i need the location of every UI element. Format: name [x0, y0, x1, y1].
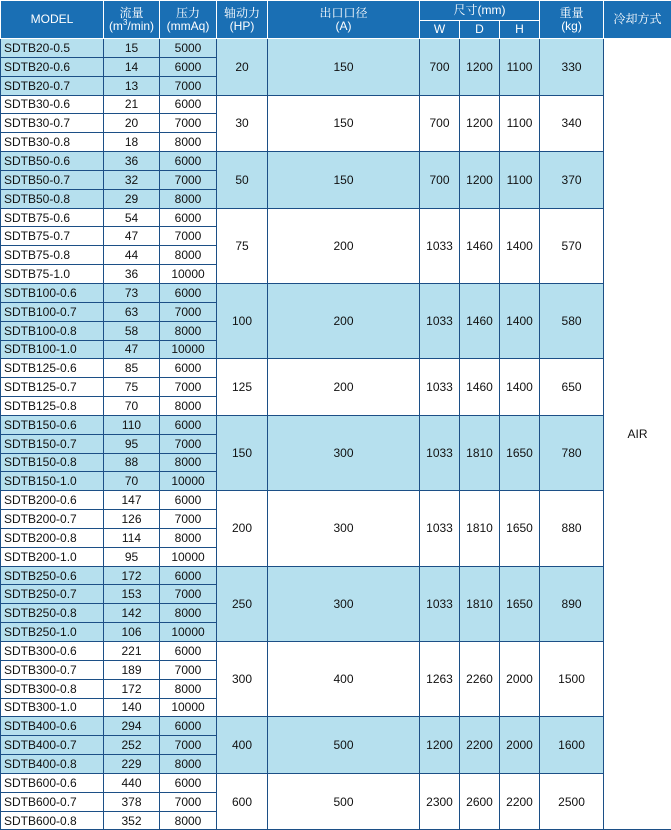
- dim-w-cell: 1263: [420, 642, 460, 717]
- flow-cell: 47: [104, 227, 160, 246]
- outlet-cell: 150: [268, 152, 420, 209]
- dim-h-cell: 1100: [500, 95, 540, 152]
- model-cell: SDTB600-0.8: [1, 811, 104, 830]
- weight-cell: 2500: [540, 773, 604, 830]
- model-cell: SDTB50-0.7: [1, 170, 104, 189]
- table-row: [1, 415, 671, 434]
- power-cell: 300: [217, 642, 268, 717]
- outlet-cell: 200: [268, 208, 420, 283]
- flow-cell: 54: [104, 208, 160, 227]
- dim-h-cell: 1400: [500, 359, 540, 416]
- pressure-cell: 7000: [160, 660, 217, 679]
- dim-w-cell: 1033: [420, 283, 460, 358]
- power-cell: 250: [217, 566, 268, 641]
- pressure-cell: 8000: [160, 453, 217, 472]
- table-row: [1, 491, 671, 510]
- flow-cell: 106: [104, 623, 160, 642]
- table-row: [1, 208, 671, 227]
- power-cell: 20: [217, 39, 268, 96]
- table-row: [1, 39, 671, 58]
- pressure-cell: 6000: [160, 95, 217, 114]
- weight-cell: 370: [540, 152, 604, 209]
- pressure-cell: 10000: [160, 623, 217, 642]
- flow-cell: 352: [104, 811, 160, 830]
- model-cell: SDTB100-0.7: [1, 302, 104, 321]
- power-cell: 200: [217, 491, 268, 566]
- model-cell: SDTB125-0.6: [1, 359, 104, 378]
- power-cell: 75: [217, 208, 268, 283]
- flow-cell: 36: [104, 152, 160, 171]
- pressure-cell: 8000: [160, 604, 217, 623]
- flow-cell: 29: [104, 189, 160, 208]
- model-cell: SDTB30-0.8: [1, 133, 104, 152]
- pressure-cell: 6000: [160, 566, 217, 585]
- pressure-cell: 6000: [160, 717, 217, 736]
- power-cell: 600: [217, 773, 268, 830]
- dim-w-cell: 1033: [420, 491, 460, 566]
- model-cell: SDTB200-0.7: [1, 510, 104, 529]
- dim-w-cell: 1033: [420, 415, 460, 490]
- dim-h-cell: 1650: [500, 491, 540, 566]
- header-model: MODEL: [1, 1, 104, 39]
- power-cell: 400: [217, 717, 268, 774]
- table-row: [1, 642, 671, 661]
- weight-cell: 570: [540, 208, 604, 283]
- weight-cell: 330: [540, 39, 604, 96]
- pressure-cell: 10000: [160, 698, 217, 717]
- header-flow-title: 流量: [119, 5, 144, 20]
- flow-cell: 63: [104, 302, 160, 321]
- table-row: [1, 359, 671, 378]
- model-cell: SDTB400-0.6: [1, 717, 104, 736]
- power-cell: 50: [217, 152, 268, 209]
- header-outlet: [268, 1, 420, 39]
- flow-cell: 252: [104, 736, 160, 755]
- dim-h-cell: 1400: [500, 283, 540, 358]
- dim-h-cell: 1100: [500, 39, 540, 96]
- outlet-cell: 300: [268, 491, 420, 566]
- outlet-cell: 400: [268, 642, 420, 717]
- header-weight-unit: (kg): [561, 18, 582, 33]
- model-cell: SDTB20-0.6: [1, 57, 104, 76]
- dim-w-cell: 2300: [420, 773, 460, 830]
- dim-h-cell: 2200: [500, 773, 540, 830]
- pressure-cell: 7000: [160, 114, 217, 133]
- weight-cell: 580: [540, 283, 604, 358]
- pressure-cell: 6000: [160, 283, 217, 302]
- flow-cell: 126: [104, 510, 160, 529]
- header-power-unit: (HP): [229, 18, 255, 33]
- outlet-cell: 200: [268, 359, 420, 416]
- outlet-cell: 150: [268, 95, 420, 152]
- outlet-cell: 500: [268, 773, 420, 830]
- pressure-cell: 10000: [160, 547, 217, 566]
- pressure-cell: 7000: [160, 434, 217, 453]
- cooling-cell: AIR: [604, 39, 671, 830]
- header-outlet-title: 出口口径: [319, 5, 368, 20]
- header-row: [1, 1, 671, 21]
- pressure-cell: 6000: [160, 642, 217, 661]
- flow-cell: 95: [104, 547, 160, 566]
- flow-cell: 73: [104, 283, 160, 302]
- model-cell: SDTB300-0.8: [1, 679, 104, 698]
- model-cell: SDTB250-0.7: [1, 585, 104, 604]
- model-cell: SDTB400-0.8: [1, 755, 104, 774]
- header-outlet-unit: (A): [335, 18, 352, 33]
- flow-cell: 21: [104, 95, 160, 114]
- flow-cell: 229: [104, 755, 160, 774]
- table-body: [1, 39, 671, 830]
- flow-cell: 44: [104, 246, 160, 265]
- table-row: [1, 152, 671, 171]
- weight-cell: 890: [540, 566, 604, 641]
- pressure-cell: 6000: [160, 773, 217, 792]
- flow-cell: 32: [104, 170, 160, 189]
- header-pressure-title: 压力: [175, 5, 200, 20]
- dim-d-cell: 1810: [460, 415, 500, 490]
- model-cell: SDTB30-0.6: [1, 95, 104, 114]
- weight-cell: 650: [540, 359, 604, 416]
- header-pressure-unit: (mmAq): [166, 18, 210, 33]
- model-cell: SDTB50-0.6: [1, 152, 104, 171]
- model-cell: SDTB125-0.7: [1, 378, 104, 397]
- model-cell: SDTB75-1.0: [1, 265, 104, 284]
- pressure-cell: 8000: [160, 755, 217, 774]
- model-cell: SDTB200-0.6: [1, 491, 104, 510]
- flow-cell: 110: [104, 415, 160, 434]
- dim-d-cell: 1810: [460, 491, 500, 566]
- pressure-cell: 6000: [160, 359, 217, 378]
- flow-cell: 47: [104, 340, 160, 359]
- pressure-cell: 8000: [160, 133, 217, 152]
- dim-w-cell: 1200: [420, 717, 460, 774]
- header-power: [217, 1, 268, 39]
- header-weight-title: 重量: [559, 5, 584, 20]
- pressure-cell: 7000: [160, 585, 217, 604]
- pressure-cell: 6000: [160, 57, 217, 76]
- outlet-cell: 200: [268, 283, 420, 358]
- dim-d-cell: 1200: [460, 39, 500, 96]
- flow-cell: 85: [104, 359, 160, 378]
- model-cell: SDTB100-1.0: [1, 340, 104, 359]
- model-cell: SDTB125-0.8: [1, 397, 104, 416]
- model-cell: SDTB250-0.8: [1, 604, 104, 623]
- header-flow-unit-post: /min): [127, 18, 155, 33]
- dim-d-cell: 1810: [460, 566, 500, 641]
- flow-cell: 70: [104, 472, 160, 491]
- pressure-cell: 7000: [160, 227, 217, 246]
- header-weight: [540, 1, 604, 39]
- dim-d-cell: 1460: [460, 208, 500, 283]
- pressure-cell: 8000: [160, 679, 217, 698]
- pressure-cell: 6000: [160, 491, 217, 510]
- weight-cell: 340: [540, 95, 604, 152]
- header-power-title: 轴动力: [223, 5, 260, 20]
- pressure-cell: 8000: [160, 397, 217, 416]
- flow-cell: 95: [104, 434, 160, 453]
- dim-w-cell: 700: [420, 152, 460, 209]
- model-cell: SDTB600-0.7: [1, 792, 104, 811]
- outlet-cell: 150: [268, 39, 420, 96]
- pressure-cell: 10000: [160, 340, 217, 359]
- dim-d-cell: 2260: [460, 642, 500, 717]
- weight-cell: 780: [540, 415, 604, 490]
- outlet-cell: 300: [268, 566, 420, 641]
- model-cell: SDTB300-1.0: [1, 698, 104, 717]
- pressure-cell: 10000: [160, 472, 217, 491]
- dim-h-cell: 1650: [500, 415, 540, 490]
- header-dim-w: W: [420, 21, 460, 39]
- model-cell: SDTB300-0.6: [1, 642, 104, 661]
- model-cell: SDTB200-0.8: [1, 528, 104, 547]
- model-cell: SDTB150-1.0: [1, 472, 104, 491]
- dim-d-cell: 2600: [460, 773, 500, 830]
- flow-cell: 70: [104, 397, 160, 416]
- header-dim-d: D: [460, 21, 500, 39]
- dim-d-cell: 2200: [460, 717, 500, 774]
- model-cell: SDTB75-0.6: [1, 208, 104, 227]
- weight-cell: 1600: [540, 717, 604, 774]
- table-row: [1, 717, 671, 736]
- model-cell: SDTB300-0.7: [1, 660, 104, 679]
- pressure-cell: 7000: [160, 170, 217, 189]
- flow-cell: 221: [104, 642, 160, 661]
- model-cell: SDTB250-1.0: [1, 623, 104, 642]
- dim-w-cell: 700: [420, 95, 460, 152]
- power-cell: 150: [217, 415, 268, 490]
- flow-cell: 378: [104, 792, 160, 811]
- model-cell: SDTB20-0.5: [1, 39, 104, 58]
- model-cell: SDTB50-0.8: [1, 189, 104, 208]
- pressure-cell: 5000: [160, 39, 217, 58]
- pressure-cell: 6000: [160, 415, 217, 434]
- flow-cell: 75: [104, 378, 160, 397]
- flow-cell: 13: [104, 76, 160, 95]
- flow-cell: 114: [104, 528, 160, 547]
- flow-cell: 18: [104, 133, 160, 152]
- outlet-cell: 300: [268, 415, 420, 490]
- flow-cell: 140: [104, 698, 160, 717]
- pressure-cell: 8000: [160, 246, 217, 265]
- dim-d-cell: 1460: [460, 359, 500, 416]
- flow-cell: 153: [104, 585, 160, 604]
- flow-cell: 142: [104, 604, 160, 623]
- header-flow: [104, 1, 160, 39]
- pressure-cell: 7000: [160, 302, 217, 321]
- flow-cell: 14: [104, 57, 160, 76]
- model-cell: SDTB600-0.6: [1, 773, 104, 792]
- flow-cell: 15: [104, 39, 160, 58]
- flow-cell: 440: [104, 773, 160, 792]
- flow-cell: 172: [104, 566, 160, 585]
- pressure-cell: 8000: [160, 528, 217, 547]
- pressure-cell: 7000: [160, 792, 217, 811]
- flow-cell: 189: [104, 660, 160, 679]
- pressure-cell: 7000: [160, 736, 217, 755]
- dim-h-cell: 1100: [500, 152, 540, 209]
- dim-w-cell: 700: [420, 39, 460, 96]
- model-cell: SDTB20-0.7: [1, 76, 104, 95]
- power-cell: 100: [217, 283, 268, 358]
- header-flow-unit-pre: (m: [108, 18, 123, 33]
- pressure-cell: 6000: [160, 208, 217, 227]
- model-cell: SDTB100-0.6: [1, 283, 104, 302]
- model-cell: SDTB30-0.7: [1, 114, 104, 133]
- dim-h-cell: 1400: [500, 208, 540, 283]
- pressure-cell: 8000: [160, 189, 217, 208]
- model-cell: SDTB100-0.8: [1, 321, 104, 340]
- flow-cell: 147: [104, 491, 160, 510]
- pressure-cell: 7000: [160, 510, 217, 529]
- dim-w-cell: 1033: [420, 566, 460, 641]
- model-cell: SDTB75-0.8: [1, 246, 104, 265]
- outlet-cell: 500: [268, 717, 420, 774]
- flow-cell: 36: [104, 265, 160, 284]
- flow-cell: 20: [104, 114, 160, 133]
- model-cell: SDTB75-0.7: [1, 227, 104, 246]
- weight-cell: 880: [540, 491, 604, 566]
- pressure-cell: 10000: [160, 265, 217, 284]
- pressure-cell: 8000: [160, 321, 217, 340]
- table-row: [1, 566, 671, 585]
- flow-cell: 58: [104, 321, 160, 340]
- model-cell: SDTB150-0.7: [1, 434, 104, 453]
- model-cell: SDTB150-0.6: [1, 415, 104, 434]
- header-flow-unit-sup: 3: [122, 17, 128, 27]
- model-cell: SDTB200-1.0: [1, 547, 104, 566]
- table-header: [1, 1, 671, 39]
- header-flow-unit: [104, 17, 159, 33]
- pressure-cell: 7000: [160, 76, 217, 95]
- table-row: [1, 283, 671, 302]
- pressure-cell: 7000: [160, 378, 217, 397]
- dim-d-cell: 1200: [460, 95, 500, 152]
- flow-cell: 88: [104, 453, 160, 472]
- header-dimensions: 尺寸(mm): [420, 1, 540, 21]
- model-cell: SDTB400-0.7: [1, 736, 104, 755]
- header-cooling: 冷却方式: [604, 1, 671, 39]
- weight-cell: 1500: [540, 642, 604, 717]
- pressure-cell: 6000: [160, 152, 217, 171]
- dim-h-cell: 2000: [500, 642, 540, 717]
- dim-d-cell: 1460: [460, 283, 500, 358]
- header-dim-h: H: [500, 21, 540, 39]
- table-row: [1, 773, 671, 792]
- model-cell: SDTB250-0.6: [1, 566, 104, 585]
- dim-w-cell: 1033: [420, 359, 460, 416]
- power-cell: 30: [217, 95, 268, 152]
- flow-cell: 172: [104, 679, 160, 698]
- dim-h-cell: 2000: [500, 717, 540, 774]
- flow-cell: 294: [104, 717, 160, 736]
- dim-d-cell: 1200: [460, 152, 500, 209]
- pressure-cell: 8000: [160, 811, 217, 830]
- table-row: [1, 95, 671, 114]
- power-cell: 125: [217, 359, 268, 416]
- dim-h-cell: 1650: [500, 566, 540, 641]
- model-cell: SDTB150-0.8: [1, 453, 104, 472]
- dim-w-cell: 1033: [420, 208, 460, 283]
- header-pressure: [160, 1, 217, 39]
